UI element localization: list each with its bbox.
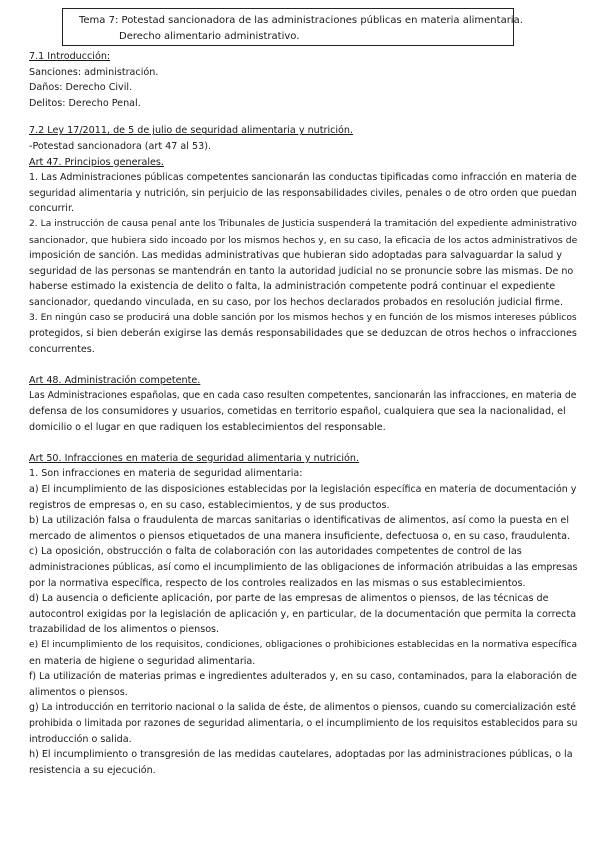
text-line: mercado de alimentos o piensos etiquetados de una manera insuficiente, defectuosa o, en su caso, fraudulenta.: [29, 530, 571, 542]
text-line: Las Administraciones españolas, que en cada caso resulten competentes, sancionarán las infracciones, en materia de: [29, 390, 577, 402]
text-line: por la normativa específica, respecto de los controles realizados en las mismas o sus establecimientos.: [29, 577, 526, 589]
text-line: b) La utilización falsa o fraudulenta de marcas sanitarias o identificativas de alimentos, así como la puesta en el: [29, 515, 569, 527]
text-line: h) El incumplimiento o transgresión de las medidas cautelares, adoptadas por las administraciones públicas, o la: [29, 749, 573, 761]
text-line: g) La introducción en territorio nacional o la salida de éste, de alimentos o piensos, cuando su comercialización esté: [29, 702, 577, 714]
text-line: haberse estimado la existencia de delito o falta, la administración competente podrá continuar el expediente: [29, 281, 556, 293]
text-line: domicilio o el lugar en que radiquen los establecimientos del responsable.: [29, 421, 386, 433]
text-line: trazabilidad de los alimentos o piensos.: [29, 624, 220, 636]
text-line: d) La ausencia o deficiente aplicación, por parte de las empresas de alimentos o piensos, de las técnicas de: [29, 593, 549, 605]
text-line: sancionador, quedando vinculada, en su caso, por los hechos declarados probados en resolución judicial firme.: [29, 296, 564, 308]
text-line: Daños: Derecho Civil.: [29, 82, 133, 94]
text-line: 2. La instrucción de causa penal ante los Tribunales de Justicia suspenderá la tramitación del expediente administrativo: [29, 218, 577, 229]
text-line: seguridad de las personas se mantendrán en tanto la autoridad judicial no se pronuncie sobre las mismas. De no: [29, 265, 574, 277]
section-7-1-lines: [29, 65, 577, 112]
section-7-2-heading: 7.2 Ley 17/2011, de 5 de julio de seguridad alimentaria y nutrición.: [29, 125, 354, 137]
document-subtitle: Derecho alimentario administrativo.: [119, 31, 300, 42]
spacer: [29, 357, 577, 373]
document-title: Tema 7: Potestad sancionadora de las administraciones públicas en materia alimentaria.: [79, 15, 523, 26]
art50-text: [29, 466, 577, 778]
text-line: e) El incumplimiento de los requisitos, condiciones, obligaciones o prohibiciones establecidas en la normativa específica: [29, 639, 578, 650]
text-line: Delitos: Derecho Penal.: [29, 97, 141, 109]
text-line: registros de empresas o, en su caso, establecimientos, y de sus productos.: [29, 499, 390, 511]
text-line: concurrentes.: [29, 343, 95, 355]
text-line: c) La oposición, obstrucción o falta de colaboración con las autoridades competentes de control de las: [29, 546, 522, 558]
text-line: a) El incumplimiento de las disposiciones establecidas por la legislación específica en materia de documentación y: [29, 484, 577, 496]
text-line: imposición de sanción. Las medidas administrativas que hubieran sido adoptadas para salvaguardar la salud y: [29, 250, 563, 262]
text-line: 1. Son infracciones en materia de seguridad alimentaria:: [29, 468, 303, 480]
document-body: [29, 49, 577, 778]
art50-heading: Art 50. Infracciones en materia de seguridad alimentaria y nutrición.: [29, 452, 360, 464]
text-line: protegidos, si bien deberán exigirse las demás responsabilidades que se deduzcan de otros hechos o infracciones: [29, 328, 577, 340]
text-line: introducción o salida.: [29, 733, 132, 745]
spacer: [29, 435, 577, 451]
text-line: en materia de higiene o seguridad alimentaria.: [29, 655, 256, 667]
text-line: f) La utilización de materias primas e ingredientes adulterados y, en su caso, contaminados, para la elaboración de: [29, 671, 577, 683]
art48-text: [29, 388, 577, 435]
section-7-2-subtitle: -Potestad sancionadora (art 47 al 53).: [29, 140, 212, 152]
text-line: administraciones públicas, así como el incumplimiento de las obligaciones de información atribuidas a las empresas: [29, 562, 578, 573]
text-line: autocontrol exigidas por la legislación de aplicación y, en particular, de la documentación que permita la correcta: [29, 608, 577, 620]
text-line: 1. Las Administraciones públicas competentes sancionarán las conductas tipificadas como infracción en materia de: [29, 172, 577, 184]
text-line: sancionador, que hubiera sido incoado por los mismos hechos y, en su caso, la eficacia de los actos administrativos de: [29, 234, 578, 246]
text-line: concurrir.: [29, 203, 75, 215]
text-line: seguridad alimentaria y nutrición, sin perjuicio de las responsabilidades civiles, penales o de otro orden que puedan: [29, 187, 577, 199]
text-line: defensa de los consumidores y usuarios, cometidas en territorio español, cualquiera que sea la nacionalidad, el: [29, 406, 566, 418]
text-line: prohibida o limitada por razones de seguridad alimentaria, o el incumplimiento de los requisitos establecidos para su: [29, 717, 578, 729]
text-line: 3. En ningún caso se producirá una doble sanción por los mismos hechos y en función de los mismos intereses públicos: [29, 312, 577, 323]
title-box: [62, 8, 523, 46]
art47-text: [29, 170, 577, 357]
art48-heading: Art 48. Administración competente.: [29, 374, 201, 386]
art47-heading: Art 47. Principios generales.: [29, 156, 164, 168]
text-line: resistencia a su ejecución.: [29, 764, 156, 776]
text-line: alimentos o piensos.: [29, 686, 128, 698]
text-line: Sanciones: administración.: [29, 66, 159, 78]
section-7-1-heading: 7.1 Introducción:: [29, 51, 111, 62]
